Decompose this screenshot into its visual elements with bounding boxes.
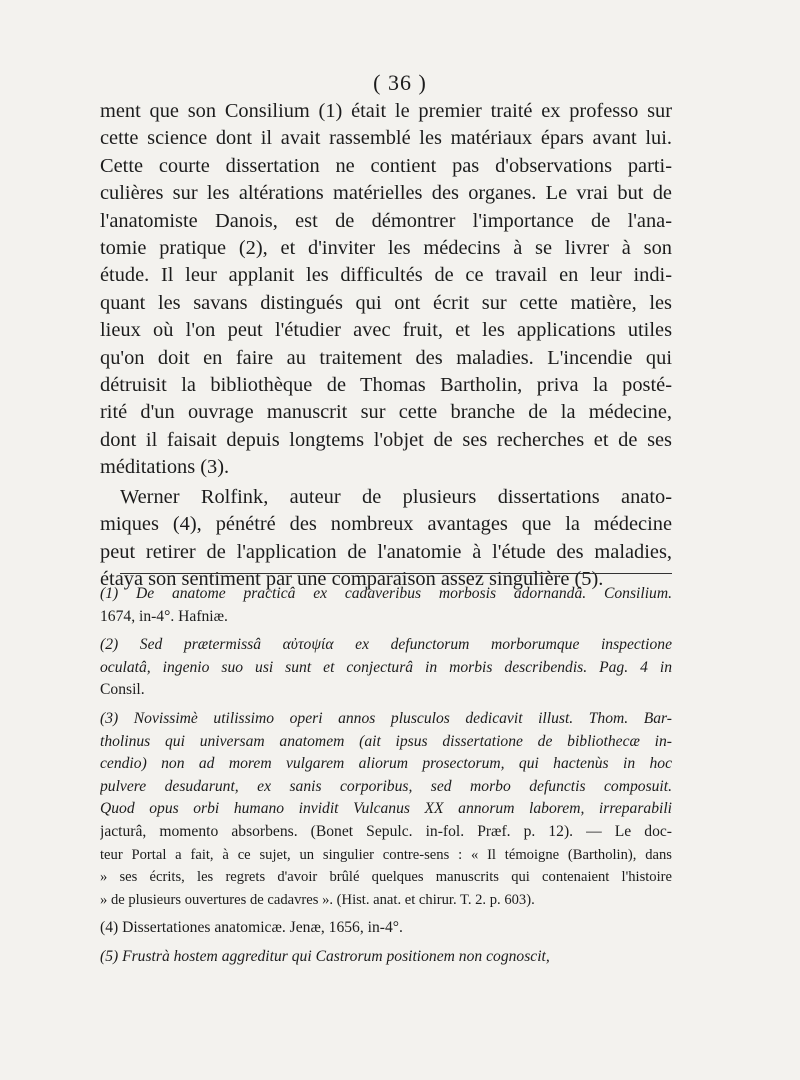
- footnotes: [100, 583, 672, 969]
- text-line: culières sur les altérations matérielles des organes. Le vrai but de: [100, 182, 672, 205]
- text-line: miques (4), pénétré des nombreux avantages que la médecine: [100, 513, 672, 536]
- text-line: Cette courte dissertation ne contient pas d'observations parti-: [100, 154, 672, 177]
- text-line: tomie pratique (2), et d'inviter les médecins à se livrer à son: [100, 237, 672, 260]
- footnote-line: (1) De anatome practicâ ex cadaveribus morbosis adornandâ. Consilium.: [100, 585, 672, 602]
- footnote-line: Consil.: [100, 681, 145, 699]
- footnote-line: teur Portal a fait, à ce sujet, un singulier contre-sens : « Il témoigne (Bartholin), dans: [100, 846, 672, 863]
- text-line: étude. Il leur applanit les difficultés de ce travail en leur indi-: [100, 264, 672, 287]
- text-line: quant les savans distingués qui ont écrit sur cette matière, les: [100, 291, 672, 314]
- footnote-line: pulvere desudarunt, ex sanis corporibus, sed morbo defunctis composuit.: [100, 777, 672, 795]
- footnote-2: [100, 634, 672, 702]
- footnote-5: [100, 946, 672, 969]
- footnote-line: oculatâ, ingenio suo usi sunt et conjecturâ in morbis describendis. Pag. 4 in: [100, 658, 672, 676]
- text-line: cette science dont il avait rassemblé les matériaux épars avant lui.: [100, 127, 672, 150]
- footnote-line: Quod opus orbi humano invidit Vulcanus XX annorum laborem, irreparabili: [100, 800, 672, 818]
- text-line: qu'on doit en faire au traitement des maladies. L'incendie qui: [100, 346, 672, 369]
- paragraph: [100, 484, 672, 594]
- footnote-line: » de plusieurs ouvertures de cadavres ». (Hist. anat. et chirur. T. 2. p. 603).: [100, 891, 535, 908]
- body-text: [100, 98, 672, 593]
- footnote-line: 1674, in-4°. Hafniæ.: [100, 607, 228, 625]
- footnote-line: (3) Novissimè utilissimo operi annos plusculos dedicavit illust. Thom. Bar-: [100, 709, 672, 727]
- text-line: méditations (3).: [100, 456, 230, 479]
- text-line: étaya son sentiment par une comparaison assez singulière (5).: [100, 567, 604, 590]
- text-line: détruisit la bibliothèque de Thomas Bartholin, priva la posté-: [100, 374, 672, 397]
- text-line: peut retirer de l'application de l'anatomie à l'étude des maladies,: [100, 540, 672, 563]
- footnote-4: [100, 917, 672, 940]
- text-line: l'anatomiste Danois, est de démontrer l'importance de l'ana-: [100, 209, 672, 232]
- footnote-line: jacturâ, momento absorbens. (Bonet Sepulc. in-fol. Præf. p. 12). — Le doc-: [100, 822, 672, 840]
- text-line: rité d'un ouvrage manuscrit sur cette branche de la médecine,: [100, 401, 672, 424]
- page-number: ( 36 ): [373, 70, 427, 95]
- footnote-line: » ses écrits, les regrets d'avoir brûlé quelques manuscrits qui contenaient l'histoire: [100, 869, 672, 886]
- footnote-line: cendio) non ad morem vulgarem aliorum prosectorum, qui hactenùs in hoc: [100, 755, 672, 773]
- footnote-line: (5) Frustrà hostem aggreditur qui Castrorum positionem non cognoscit,: [100, 947, 550, 965]
- text-line: lieux où l'on peut l'étudier avec fruit, et les applications utiles: [100, 319, 672, 342]
- footnote-line: tholinus qui universam anatomem (ait ipsus dissertatione de bibliothecæ in-: [100, 732, 672, 750]
- footnote-line: (4) Dissertationes anatomicæ. Jenæ, 1656, in-4°.: [100, 919, 403, 937]
- text-line: Werner Rolfink, auteur de plusieurs dissertations anato-: [120, 485, 672, 508]
- text-line: ment que son Consilium (1) était le premier traité ex professo sur: [100, 100, 672, 122]
- footnote-divider: [120, 573, 672, 574]
- text-line: dont il faisait depuis longtems l'objet de ses recherches et de ses: [100, 428, 672, 451]
- footnote-line: (2) Sed prætermissâ αὐτοψία ex defunctorum morborumque inspectione: [100, 636, 672, 654]
- footnote-1: [100, 583, 672, 628]
- footnote-3: [100, 708, 672, 911]
- paragraph: [100, 98, 672, 482]
